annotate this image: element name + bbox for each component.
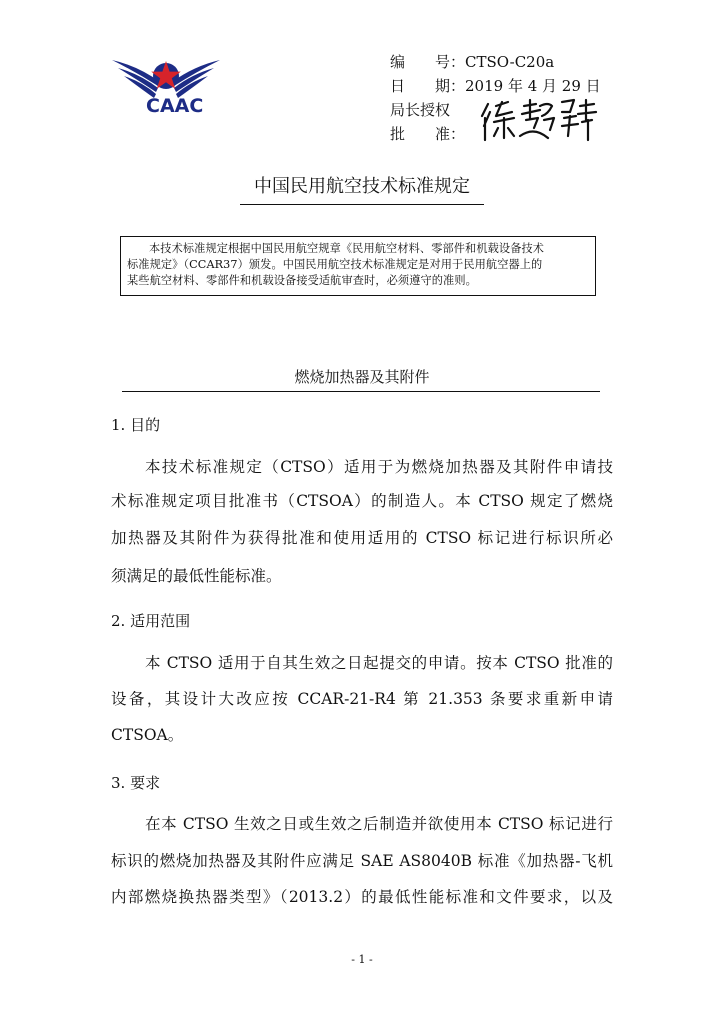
document-number-label: 编 号： xyxy=(390,53,466,71)
paragraph-line: 标识的燃烧加热器及其附件应满足 SAE AS8040B 标准《加热器-飞机 xyxy=(111,852,613,870)
section-title: 适用范围 xyxy=(130,612,191,630)
notice-line-3: 某些航空材料、零部件和机载设备接受适航审查时，必须遵守的准则。 xyxy=(127,274,477,287)
paragraph-line: 内部燃烧换热器类型》（2013.2）的最低性能标准和文件要求，以及 xyxy=(111,888,613,906)
authorization-row xyxy=(390,100,450,120)
section-heading-requirements xyxy=(111,772,160,793)
document-title: 中国民用航空技术标准规定 xyxy=(254,176,470,197)
paragraph-line: CTSOA。 xyxy=(111,726,184,744)
paragraph-line: 在本 CTSO 生效之日或生效之后制造并欲使用本 CTSO 标记进行 xyxy=(145,815,613,833)
subtitle-underline xyxy=(122,391,600,392)
notice-box xyxy=(120,236,596,296)
section-title: 目的 xyxy=(130,416,161,434)
paragraph-line: 本 CTSO 适用于自其生效之日起提交的申请。按本 CTSO 批准的 xyxy=(145,654,613,672)
page-number: - 1 - xyxy=(351,953,373,966)
notice-line-2: 标准规定》（CCAR37）颁发。中国民用航空技术标准规定是对用于民用航空器上的 xyxy=(127,258,543,271)
authorization-label: 局长授权 xyxy=(390,101,451,119)
approval-label: 批 准： xyxy=(390,125,466,143)
document-subtitle: 燃烧加热器及其附件 xyxy=(294,368,430,386)
paragraph-line: 须满足的最低性能标准。 xyxy=(111,567,282,585)
title-underline xyxy=(240,204,484,205)
logo-text: CAAC xyxy=(146,95,204,117)
approval-row xyxy=(390,124,465,144)
paragraph-line: 设备，其设计大改应按 CCAR-21-R4 第 21.353 条要求重新申请 xyxy=(111,690,613,708)
section-number: 3. xyxy=(111,774,126,792)
handwritten-signature-icon xyxy=(478,96,598,144)
document-date-value: 2019 年 4 月 29 日 xyxy=(465,77,601,95)
document-number-value: CTSO-C20a xyxy=(465,53,555,71)
document-date-row xyxy=(390,76,601,96)
paragraph-line: 加热器及其附件为获得批准和使用适用的 CTSO 标记进行标识所必 xyxy=(111,529,613,547)
notice-line-1: 本技术标准规定根据中国民用航空规章《民用航空材料、零部件和机载设备技术 xyxy=(149,242,545,255)
section-heading-purpose xyxy=(111,414,160,435)
document-number-row xyxy=(390,52,554,72)
paragraph-line: 术标准规定项目批准书（CTSOA）的制造人。本 CTSO 规定了燃烧 xyxy=(111,492,613,510)
document-date-label: 日 期： xyxy=(390,77,466,95)
section-number: 1. xyxy=(111,416,126,434)
paragraph-line: 本技术标准规定（CTSO）适用于为燃烧加热器及其附件申请技 xyxy=(145,458,613,476)
section-number: 2. xyxy=(111,612,126,630)
section-title: 要求 xyxy=(130,774,161,792)
section-heading-scope xyxy=(111,610,190,631)
